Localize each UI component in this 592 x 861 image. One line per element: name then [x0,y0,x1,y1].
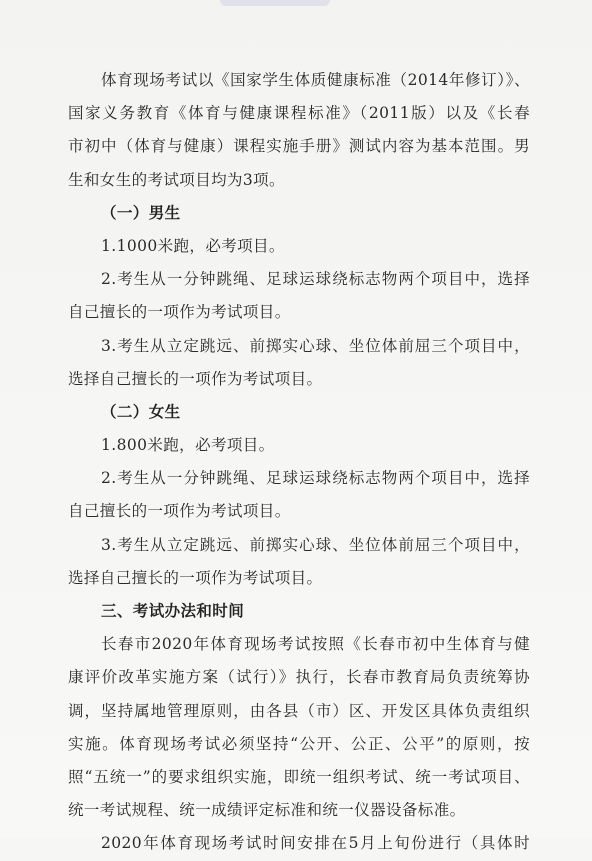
list-item: 3.考生从立定跳远、前掷实心球、坐位体前屈三个项目中， [101,336,530,355]
paragraph-line: 市初中（体育与健康）课程实施手册》测试内容为基本范围。男 [68,137,530,156]
paragraph-line: 长春市2020年体育现场考试按照《长春市初中生体育与健 [101,635,530,654]
list-item: 2.考生从一分钟跳绳、足球运球绕标志物两个项目中，选择 [101,469,530,488]
list-item-continuation: 自己擅长的一项作为考试项目。 [68,502,291,521]
paragraph-line: 康评价改革实施方案（试行）》执行，长春市教育局负责统筹协 [68,668,530,687]
scan-mark [220,0,330,6]
section-heading-method-time: 三、考试办法和时间 [101,602,245,620]
paragraph-line: 2020年体育现场考试时间安排在5月上旬份进行（具体时 [101,834,530,853]
list-item: 1.1000米跑，必考项目。 [101,236,285,255]
paragraph-line: 调，坚持属地管理原则，由各县（市）区、开发区具体负责组织 [68,701,530,720]
list-item: 2.考生从一分钟跳绳、足球运球绕标志物两个项目中，选择 [101,270,530,289]
paragraph-line: 生和女生的考试项目均为3项。 [68,170,285,189]
document-body [68,64,530,861]
list-item-continuation: 自己擅长的一项作为考试项目。 [68,303,291,322]
section-heading-girls: （二）女生 [101,402,181,421]
list-item: 1.800米跑，必考项目。 [101,436,275,455]
section-heading-boys: （一）男生 [101,203,181,222]
paragraph-line: 照“五统一”的要求组织实施，即统一组织考试、统一考试项目、 [68,767,530,786]
paragraph-line: 统一考试规程、统一成绩评定标准和统一仪器设备标准。 [68,801,466,820]
list-item: 3.考生从立定跳远、前掷实心球、坐位体前屈三个项目中， [101,535,530,554]
paragraph-line: 国家义务教育《体育与健康课程标准》（2011版）以及《长春 [68,104,530,123]
paragraph-line: 体育现场考试以《国家学生体质健康标准（2014年修订）》、 [101,71,530,89]
paragraph-line: 实施。体育现场考试必须坚持“公开、公正、公平”的原则，按 [68,734,530,753]
list-item-continuation: 选择自己擅长的一项作为考试项目。 [68,369,323,388]
list-item-continuation: 选择自己擅长的一项作为考试项目。 [68,568,323,587]
